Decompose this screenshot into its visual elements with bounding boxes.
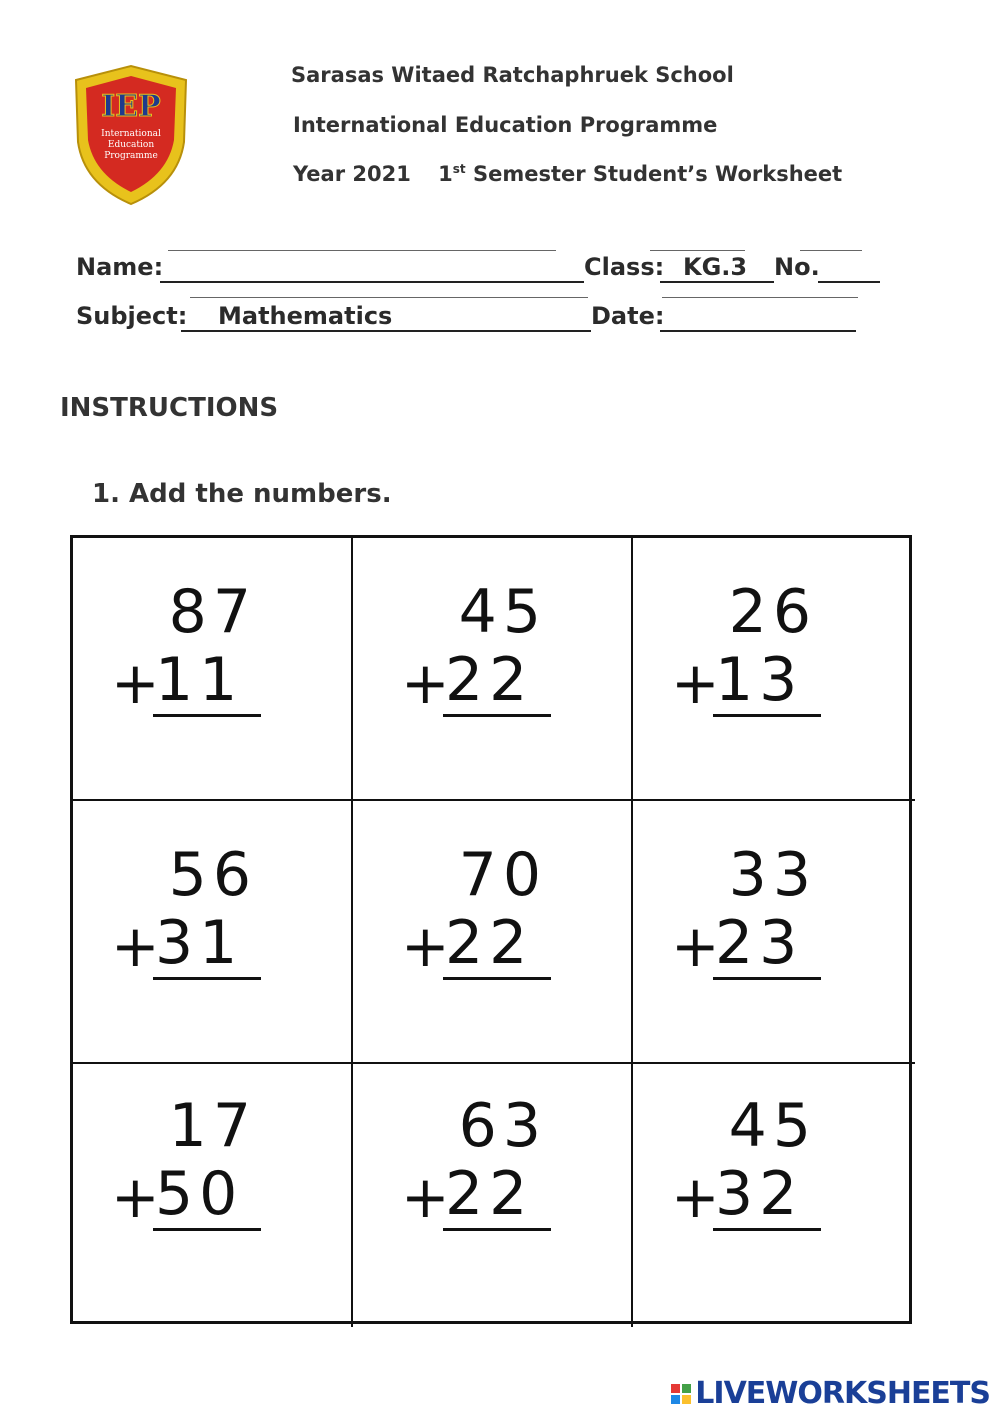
plus-sign: + <box>111 1163 160 1231</box>
problem-cell[interactable] <box>633 538 915 801</box>
semester-number: 1 <box>438 162 453 186</box>
addition-problem <box>671 578 821 717</box>
problem-bottom-number: 22 <box>443 646 551 717</box>
date-label: Date: <box>591 302 665 330</box>
class-value[interactable]: KG.3 <box>683 253 748 281</box>
subject-field[interactable] <box>181 330 591 332</box>
problem-bottom-number: 11 <box>153 646 261 717</box>
problem-top-number: 87 <box>168 577 257 647</box>
plus-sign: + <box>401 912 450 980</box>
liveworksheets-brand[interactable] <box>671 1376 990 1411</box>
name-field[interactable] <box>160 281 584 283</box>
addition-problem <box>111 1092 261 1231</box>
class-label: Class: <box>584 253 665 281</box>
problem-cell[interactable] <box>633 1064 915 1327</box>
problem-bottom-number: 50 <box>153 1160 261 1231</box>
decor-line <box>650 250 745 251</box>
addition-grid <box>70 535 912 1324</box>
plus-sign: + <box>111 912 160 980</box>
class-field[interactable] <box>660 281 774 283</box>
problem-top-number: 45 <box>728 1091 817 1161</box>
logo-line-2: Education <box>107 140 155 150</box>
problem-cell[interactable] <box>353 1064 633 1327</box>
problem-cell[interactable] <box>73 801 353 1064</box>
addition-problem <box>671 1092 821 1231</box>
addition-problem <box>401 578 551 717</box>
addition-problem <box>671 841 821 980</box>
decor-line <box>190 297 588 298</box>
plus-sign: + <box>401 1163 450 1231</box>
problem-bottom-number: 31 <box>153 909 261 980</box>
liveworksheets-logo-icon <box>671 1384 691 1404</box>
problem-top-number: 17 <box>168 1091 257 1161</box>
decor-line <box>662 297 858 298</box>
plus-sign: + <box>671 912 720 980</box>
problem-top-number: 56 <box>168 840 257 910</box>
problem-cell[interactable] <box>73 1064 353 1327</box>
problem-cell[interactable] <box>353 801 633 1064</box>
number-field[interactable] <box>818 281 880 283</box>
task-title: 1. Add the numbers. <box>92 479 392 509</box>
subject-label: Subject: <box>76 302 188 330</box>
problem-bottom-number: 32 <box>713 1160 821 1231</box>
school-name: Sarasas Witaed Ratchaphruek School <box>291 63 734 87</box>
instructions-heading: INSTRUCTIONS <box>60 393 279 423</box>
date-field[interactable] <box>660 330 856 332</box>
problem-bottom-number: 13 <box>713 646 821 717</box>
addition-problem <box>401 1092 551 1231</box>
shield-icon <box>72 62 190 208</box>
problem-cell[interactable] <box>73 538 353 801</box>
problem-top-number: 63 <box>458 1091 547 1161</box>
semester-suffix: st <box>452 162 466 176</box>
subject-value[interactable]: Mathematics <box>218 302 393 330</box>
logo-line-1: International <box>101 129 161 139</box>
problem-top-number: 45 <box>458 577 547 647</box>
plus-sign: + <box>671 1163 720 1231</box>
problem-top-number: 26 <box>728 577 817 647</box>
problem-bottom-number: 22 <box>443 1160 551 1231</box>
number-label: No. <box>774 253 820 281</box>
addition-problem <box>111 578 261 717</box>
problem-top-number: 33 <box>728 840 817 910</box>
logo-initials: IEP <box>101 89 161 124</box>
programme-name: International Education Programme <box>293 113 718 137</box>
plus-sign: + <box>671 649 720 717</box>
semester-text: Semester Student’s Worksheet <box>465 162 843 186</box>
problem-cell[interactable] <box>633 801 915 1064</box>
addition-problem <box>401 841 551 980</box>
plus-sign: + <box>401 649 450 717</box>
problem-cell[interactable] <box>353 538 633 801</box>
problem-bottom-number: 23 <box>713 909 821 980</box>
year-text: Year 2021 <box>293 162 411 186</box>
school-logo <box>72 62 190 208</box>
decor-line <box>800 250 862 251</box>
brand-text: LIVEWORKSHEETS <box>695 1376 990 1411</box>
addition-problem <box>111 841 261 980</box>
semester-line <box>293 162 842 186</box>
plus-sign: + <box>111 649 160 717</box>
problem-top-number: 70 <box>458 840 547 910</box>
decor-line <box>168 250 556 251</box>
logo-line-3: Programme <box>104 151 158 161</box>
name-label: Name: <box>76 253 164 281</box>
problem-bottom-number: 22 <box>443 909 551 980</box>
